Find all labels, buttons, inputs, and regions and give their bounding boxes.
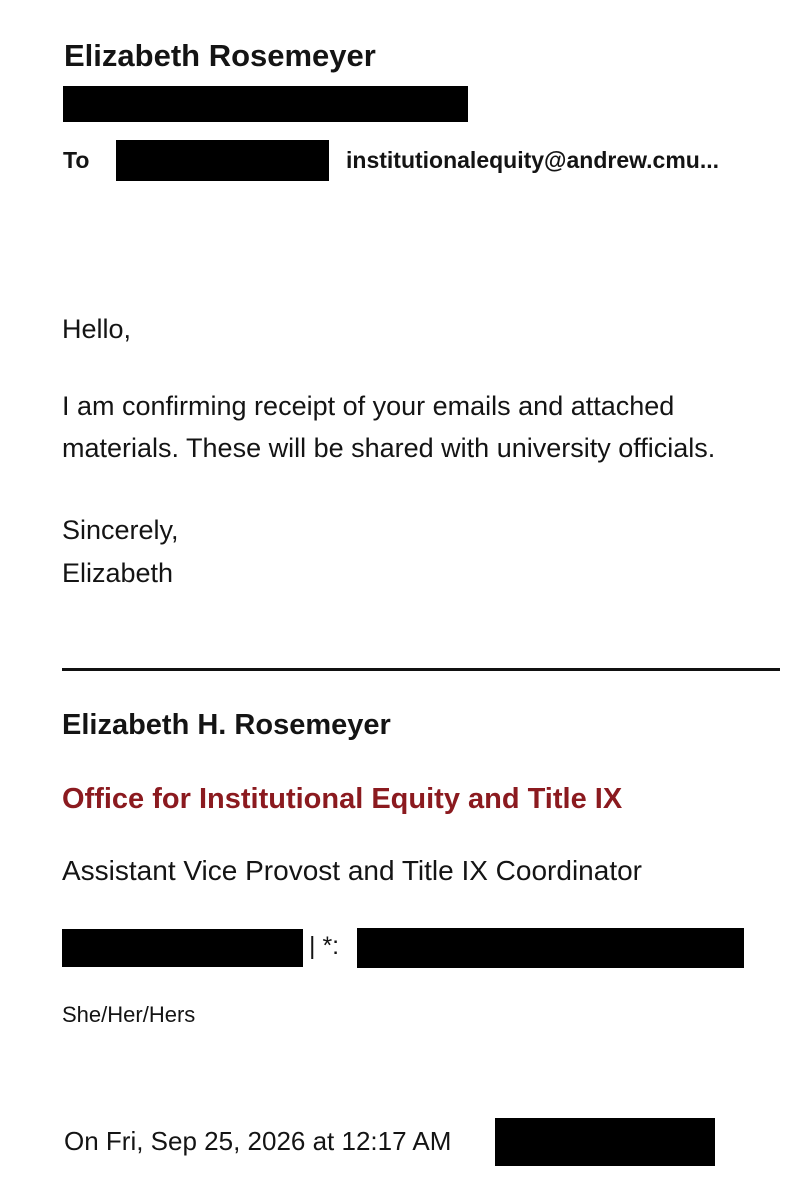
signature-divider [62, 668, 780, 671]
sender-name: Elizabeth Rosemeyer [64, 38, 376, 73]
body-line-1: I am confirming receipt of your emails and attached [62, 391, 675, 421]
redacted-original-sender [495, 1118, 715, 1166]
signature-title: Assistant Vice Provost and Title IX Coordinator [62, 855, 642, 886]
greeting: Hello, [62, 314, 132, 344]
to-label: To [63, 147, 90, 173]
closing: Sincerely, [62, 515, 179, 545]
signature-office: Office for Institutional Equity and Title IX [62, 783, 623, 815]
signoff-name: Elizabeth [62, 558, 174, 588]
signature-name: Elizabeth H. Rosemeyer [62, 709, 391, 741]
body-line-2: materials. These will be shared with university officials. [62, 433, 716, 463]
quoted-message-intro: On Fri, Sep 25, 2026 at 12:17 AM [64, 1126, 452, 1156]
signature-pronouns: She/Her/Hers [62, 1002, 196, 1027]
redacted-sender-email [63, 86, 468, 122]
contact-separator: | *: [309, 932, 340, 960]
recipient-address[interactable]: institutionalequity@andrew.cmu... [346, 147, 719, 173]
redacted-phone [62, 929, 303, 967]
redacted-recipient [116, 140, 329, 181]
redacted-contact-email [357, 928, 744, 968]
